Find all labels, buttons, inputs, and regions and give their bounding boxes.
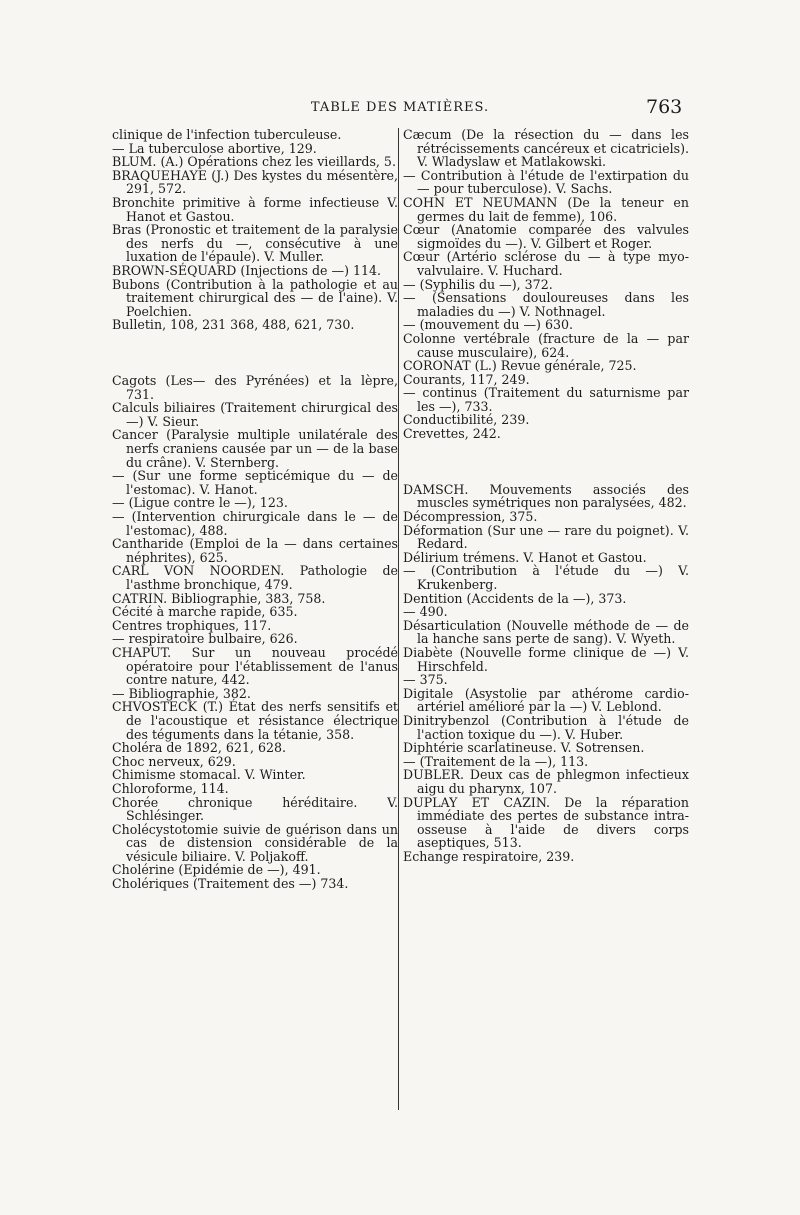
index-entry: Dentition (Accidents de la —), 373. [403, 590, 627, 606]
index-entry: Chorée chronique héréditaire. V. Schlésinger. [112, 794, 398, 824]
index-entry: BROWN-SÉQUARD (Injections de —) 114. [112, 262, 382, 278]
index-entry: Chloroforme, 114. [112, 780, 229, 796]
index-entry: Diphtérie scarlatineuse. V. Sotrensen. [403, 740, 645, 756]
left-index-column [112, 128, 398, 891]
index-entry: Choc nerveux, 629. [112, 753, 236, 769]
index-entry: Cancer (Paralysie multiple unilatérale des nerfs craniens causée par un — de la base du crâne). V. Sternberg. [112, 427, 398, 470]
index-entry: BLUM. (A.) Opérations chez les vieillards, 5. [112, 154, 396, 170]
index-entry: Bras (Pronostic et traitement de la paralysie des nerfs du —, consécutive à une luxation de l'épaule). V. Muller. [112, 222, 398, 265]
section-gap [112, 345, 398, 362]
index-entry: Calculs biliaires (Traitement chirurgical des —) V. Sieur. [112, 400, 398, 429]
index-entry: Cholérine (Epidémie de —), 491. [112, 862, 321, 878]
index-entry: clinique de l'infection tuberculeuse. [112, 127, 342, 142]
index-entry: DUPLAY ET CAZIN. De la réparation immédiate des pertes de substance intra-osseuse à l'aide de divers corps aseptiques, 513. [403, 794, 689, 851]
index-entry: Déformation (Sur une — rare du poignet). V. Redard. [403, 522, 689, 552]
index-entry: Conductibilité, 239. [403, 412, 530, 428]
index-entry: Choléra de 1892, 621, 628. [112, 740, 287, 756]
index-entry: — (Ligue contre le —), 123. [112, 495, 288, 511]
index-entry: — (Sur une forme septicémique du — de l'estomac). V. Hanot. [112, 468, 398, 497]
index-entry: Diabète (Nouvelle forme clinique de —) V. Hirschfeld. [403, 644, 689, 674]
right-index-column [403, 128, 689, 863]
index-entry: CHVOSTECK (T.) État des nerfs sensitifs et de l'acoustique et résistance électrique des téguments dans la tétanie, 358. [112, 699, 398, 742]
index-entry: — 375. [403, 672, 448, 688]
index-entry: Chimisme stomacal. V. Winter. [112, 767, 306, 783]
index-entry: Cécité à marche rapide, 635. [112, 604, 298, 620]
index-entry: Bulletin, 108, 231 368, 488, 621, 730. [112, 317, 355, 333]
page-number: 763 [646, 96, 683, 118]
index-entry: Cantharide (Emploi de la — dans certaines néphrites), 625. [112, 536, 398, 565]
index-entry: — respiratoire bulbaire, 626. [112, 631, 298, 647]
index-entry: Courants, 117, 249. [403, 371, 530, 387]
index-entry: Colonne vertébrale (fracture de la — par cause musculaire), 624. [403, 330, 689, 360]
running-header-title: TABLE DES MATIÈRES. [310, 100, 490, 115]
index-entry: — (mouvement du —) 630. [403, 317, 574, 333]
index-entry: Cœur (Anatomie comparée des valvules sigmoïdes du —). V. Gilbert et Roger. [403, 222, 689, 251]
index-entry: Crevettes, 242. [403, 426, 501, 442]
index-entry: COHN ET NEUMANN (De la teneur en germes du lait de femme), 106. [403, 194, 689, 224]
index-entry: — (Traitement de la —), 113. [403, 753, 589, 769]
index-entry: — (Sensations douloureuses dans les maladies du —) V. Nothnagel. [403, 290, 689, 319]
index-entry: Cagots (Les— des Pyrénées) et la lèpre, 731. [112, 373, 398, 402]
index-entry: Cœur (Artério sclérose du — à type myo-valvulaire. V. Huchard. [403, 249, 689, 278]
section-gap [403, 453, 689, 470]
index-entry: DUBLER. Deux cas de phlegmon infectieux aigu du pharynx, 107. [403, 767, 689, 796]
index-entry: Digitale (Asystolie par athérome cardio-artériel amélioré par la —) V. Leblond. [403, 685, 689, 715]
index-entry: — 490. [403, 604, 448, 620]
index-entry: — continus (Traitement du saturnisme par les —), 733. [403, 385, 689, 414]
index-entry: Délirium trémens. V. Hanot et Gastou. [403, 549, 647, 565]
index-entry: — La tuberculose abortive, 129. [112, 140, 317, 156]
index-entry: — Contribution à l'étude de l'extirpation du — pour tuberculose). V. Sachs. [403, 167, 689, 197]
index-entry: Centres trophiques, 117. [112, 617, 272, 633]
index-entry: DAMSCH. Mouvements associés des muscles symétriques non paralysées, 482. [403, 481, 689, 511]
index-entry: Décompression, 375. [403, 509, 538, 525]
index-entry: Dinitrybenzol (Contribution à l'étude de l'action toxique du —). V. Huber. [403, 712, 689, 742]
index-entry: Désarticulation (Nouvelle méthode de — de la hanche sans perte de sang). V. Wyeth. [403, 617, 689, 647]
index-entry: Cholériques (Traitement des —) 734. [112, 876, 349, 892]
index-entry: — Bibliographie, 382. [112, 685, 251, 701]
index-entry: CARL VON NOORDEN. Pathologie de l'asthme bronchique, 479. [112, 563, 398, 592]
index-entry: Cæcum (De la résection du — dans les rétrécissements cancéreux et cicatriciels). V. Wladyslaw et Matlakowski. [403, 127, 689, 170]
index-entry: Bronchite primitive à forme infectieuse V. Hanot et Gastou. [112, 194, 398, 224]
index-entry: BRAQUEHAYE (J.) Des kystes du mésentère, 291, 572. [112, 167, 398, 197]
index-entry: — (Intervention chirurgicale dans le — de l'estomac), 488. [112, 509, 398, 538]
index-entry: — (Contribution à l'étude du —) V. Krukenberg. [403, 563, 689, 592]
index-entry: Bubons (Contribution à la pathologie et au traitement chirurgical des — de l'aine). V. Poelchien. [112, 276, 398, 319]
index-entry: Cholécystotomie suivie de guérison dans un cas de distension considérable de la vésicule biliaire. V. Poljakoff. [112, 821, 398, 864]
index-entry: CORONAT (L.) Revue générale, 725. [403, 358, 637, 374]
column-divider [398, 128, 399, 1110]
index-entry: CATRIN. Bibliographie, 383, 758. [112, 590, 326, 606]
index-entry: Echange respiratoire, 239. [403, 848, 575, 864]
index-entry: — (Syphilis du —), 372. [403, 276, 553, 292]
index-entry: CHAPUT. Sur un nouveau procédé opératoire pour l'établissement de l'anus contre nature, 442. [112, 644, 398, 688]
